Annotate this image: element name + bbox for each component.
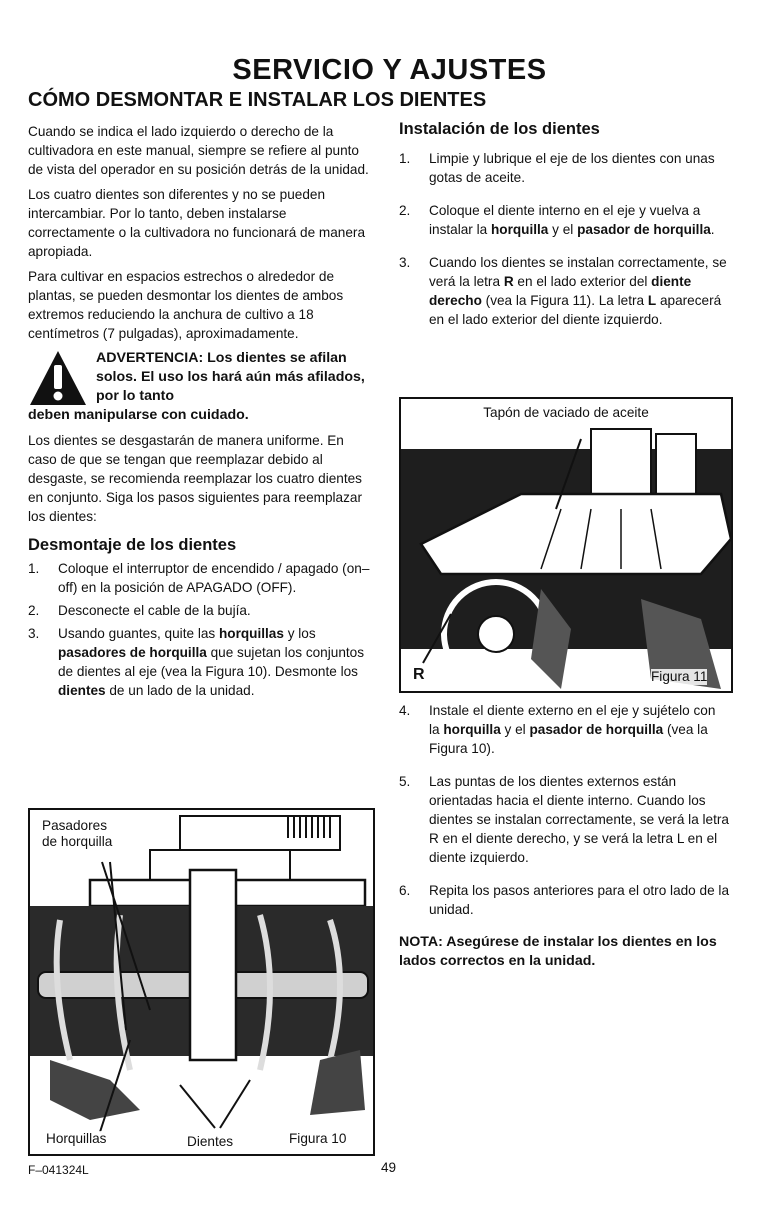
install-step-6 [399,881,729,919]
removal-step-1 [28,559,373,597]
label-pins-line1: Pasadores [42,818,107,833]
install-steps-part2 [399,701,729,919]
note: NOTA: Asegúrese de instalar los dientes en los lados correctos en la unidad. [399,934,717,969]
warning-text: ADVERTENCIA: Los dientes se afilan solos. El uso los hará aún más afilados, por lo tanto [96,350,365,404]
step-text: Desconecte el cable de la bujía. [58,603,251,618]
removal-step-3 [28,624,373,700]
removal-steps [28,559,373,700]
warning-triangle-icon [28,349,88,407]
right-column [399,120,729,343]
step-text-bold: pasadores de horquilla [58,645,207,660]
paragraph-narrow-spaces: Para cultivar en espacios estrechos o alrededor de plantas, se pueden desmontar los dientes de ambos extremos reduciendo la anchura de cultivo a 18 centímetros (7 pulgadas), aproximadamente. [28,269,344,341]
step-text-bold: L [647,293,657,308]
label-pins-line2: de horquilla [42,834,113,849]
page-title: SERVICIO Y AJUSTES [232,54,547,86]
step-text: Cuando los dientes se instalan correctamente, se verá la letra [429,255,727,289]
step-text-bold: horquillas [218,626,284,641]
warning-text-continued: deben manipularse con cuidado. [28,407,249,423]
step-text: en el lado exterior del [513,274,652,289]
step-text: Coloque el interruptor de encendido / apagado (on–off) en la posición de APAGADO (OFF). [58,561,370,595]
label-r-marking: R [413,666,425,683]
tine-assembly-illustration [30,810,373,1154]
step-number: 3. [399,255,411,270]
step-number: 2. [399,203,411,218]
install-step-4 [399,701,729,758]
tiller-closeup-illustration [401,399,731,691]
step-text: Repita los pasos anteriores para el otro lado de la unidad. [429,883,729,917]
step-text: (vea la Figura 10). [429,722,708,756]
step-text: y el [500,722,530,737]
step-number: 1. [399,151,411,166]
step-text-bold: pasador de horquilla [529,722,664,737]
page-number: 49 [381,1160,397,1175]
figure-10-caption: Figura 10 [289,1131,347,1146]
section-subtitle: CÓMO DESMONTAR E INSTALAR LOS DIENTES [28,89,487,111]
step-text-bold: horquilla [443,722,501,737]
removal-heading: Desmontaje de los dientes [28,536,237,554]
step-text: y el [548,222,578,237]
step-text: que sujetan los conjuntos de dientes al eje (vea la Figura 10). Desmonte los [58,645,365,679]
warning-block [28,349,373,425]
install-step-1 [399,149,729,187]
install-heading: Instalación de los dientes [399,120,600,138]
step-text-bold: dientes [58,683,106,698]
document-code: F–041324L [28,1163,89,1177]
step-text: (vea la Figura 11). La letra [481,293,648,308]
step-text: Las puntas de los dientes externos están orientadas hacia el diente interno. Cuando los dientes se instalan correctamente, se verá la letra R en el diente derecho, y se verá la letra L en el diente izquierdo. [429,774,729,865]
step-text: Usando guantes, quite las [58,626,219,641]
step-text-bold: R [503,274,514,289]
step-number: 6. [399,883,411,898]
removal-step-2 [28,601,373,620]
step-text-bold: pasador de horquilla [577,222,711,237]
step-number: 1. [28,561,40,576]
step-text: . [710,222,715,237]
step-number: 3. [28,626,40,641]
left-column [28,122,373,704]
install-steps-part1 [399,149,729,329]
paragraph-tines-different: Los cuatro dientes son diferentes y no se pueden intercambiar. Por lo tanto, deben instalarse correctamente o la cultivadora no funcionará de manera apropiada. [28,187,366,259]
figure-11-caption: Figura 11 [651,669,708,684]
step-text: Instale el diente externo en el eje y sujételo con la [429,703,716,737]
step-number: 2. [28,603,40,618]
step-text: Limpie y lubrique el eje de los dientes con unas gotas de aceite. [429,151,715,185]
label-clips: Horquillas [46,1131,107,1146]
install-step-5 [399,772,729,867]
install-step-2 [399,201,729,239]
step-text: y los [283,626,316,641]
step-text: Coloque el diente interno en el eje y vuelva a instalar la [429,203,701,237]
step-text-bold: diente derecho [429,274,692,308]
label-tines: Dientes [187,1134,234,1149]
figure-10 [28,808,375,1156]
step-text-bold: horquilla [490,222,549,237]
label-oil-drain-plug: Tapón de vaciado de aceite [483,405,649,420]
step-text: aparecerá en el lado exterior del diente izquierdo. [429,293,722,327]
paragraph-orientation: Cuando se indica el lado izquierdo o derecho de la cultivadora en este manual, siempre se refiere al punto de vista del operador en su posición detrás de la unidad. [28,124,369,177]
step-text: de un lado de la unidad. [105,683,255,698]
right-column-continued [399,701,729,977]
paragraph-wear: Los dientes se desgastarán de manera uniforme. En caso de que se tengan que reemplazar debido al desgaste, se recomienda reemplazar los cuatro dientes en conjunto. Siga los pasos siguientes para reemplazar los dientes: [28,433,363,524]
figure-11 [399,397,733,693]
step-number: 4. [399,703,411,718]
install-step-3 [399,253,729,329]
step-number: 5. [399,774,411,789]
